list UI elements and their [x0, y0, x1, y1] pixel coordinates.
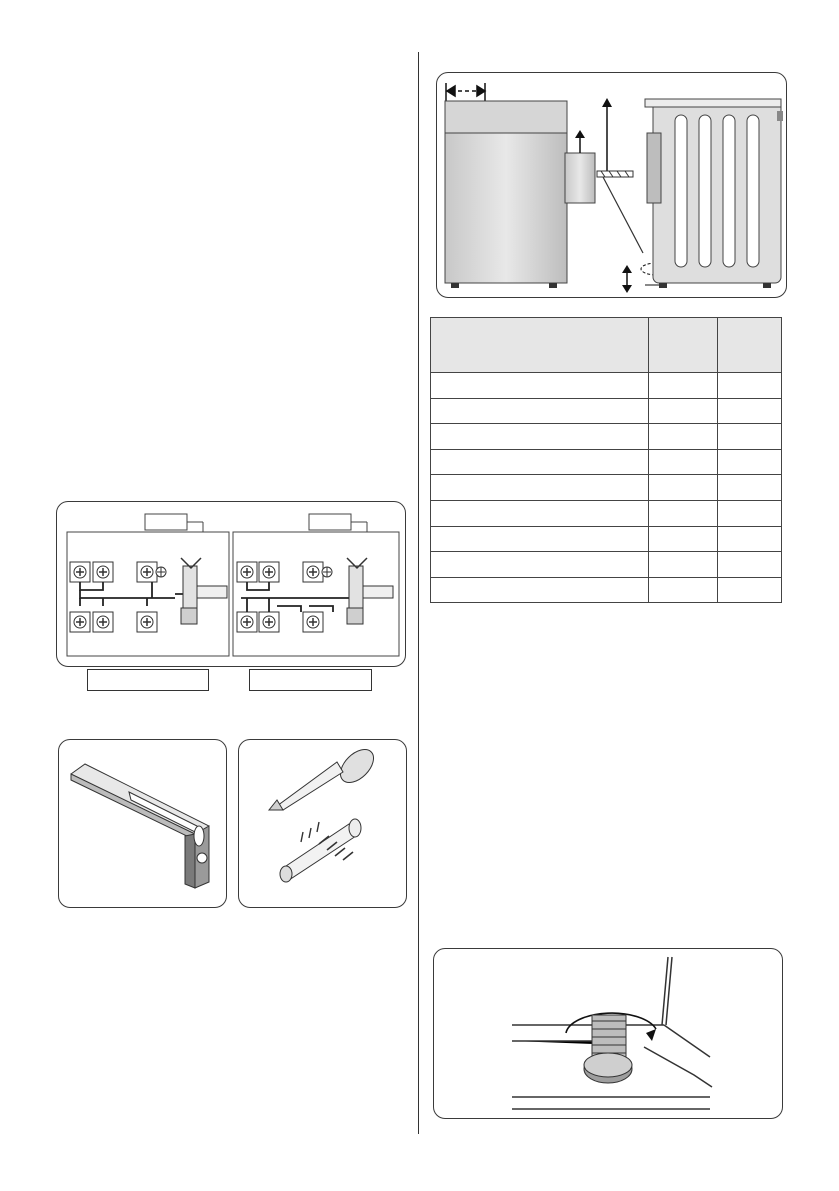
table-cell	[718, 577, 782, 603]
table-cell	[431, 373, 649, 399]
support-board	[597, 171, 643, 253]
height-arrow-icon	[602, 98, 612, 173]
table-header-cell	[718, 318, 782, 373]
terminal-screw-icon	[259, 612, 279, 632]
table-row	[431, 373, 782, 399]
table-cell	[718, 424, 782, 450]
bracket-figure	[58, 739, 227, 908]
left-connection-label	[87, 669, 209, 691]
earth-terminal-icon	[322, 567, 332, 577]
leveling-foot-figure	[433, 948, 783, 1119]
table-cell	[718, 449, 782, 475]
appliance-side-view	[645, 99, 783, 288]
table-header-cell	[431, 318, 649, 373]
terminal-screw-icon	[93, 562, 113, 582]
earth-terminal-icon	[156, 567, 166, 577]
screw-icon	[269, 743, 380, 810]
table-cell	[718, 526, 782, 552]
table-header-row	[431, 318, 782, 373]
jumper-link-icon	[145, 514, 367, 532]
table-cell	[718, 500, 782, 526]
mounting-bracket-icon	[59, 740, 227, 908]
table-cell	[718, 373, 782, 399]
table-cell	[718, 398, 782, 424]
table-row	[431, 577, 782, 603]
table-cell	[718, 552, 782, 578]
table-cell	[649, 424, 718, 450]
hose-block	[565, 130, 595, 203]
table-cell	[431, 475, 649, 501]
table-row	[431, 424, 782, 450]
table-cell	[649, 373, 718, 399]
table-cell	[649, 577, 718, 603]
table-cell	[431, 577, 649, 603]
table-cell	[431, 552, 649, 578]
table-cell	[431, 424, 649, 450]
table-row	[431, 398, 782, 424]
table-cell	[649, 526, 718, 552]
terminal-screw-icon	[237, 612, 257, 632]
table-cell	[649, 398, 718, 424]
terminal-block-figure	[56, 501, 406, 667]
terminal-screw-icon	[70, 612, 90, 632]
table-cell	[649, 552, 718, 578]
terminal-screw-icon	[93, 612, 113, 632]
terminal-screw-icon	[303, 612, 323, 632]
table-row	[431, 500, 782, 526]
table-cell	[649, 500, 718, 526]
screw-plug-figure	[238, 739, 407, 908]
width-arrow-icon	[446, 83, 485, 101]
right-connection-label	[249, 669, 372, 691]
table-cell	[431, 526, 649, 552]
wall-plug-icon	[280, 819, 361, 882]
terminal-screw-icon	[259, 562, 279, 582]
table-cell	[431, 398, 649, 424]
clearance-illustration	[437, 73, 787, 298]
column-divider	[418, 52, 419, 1134]
leveling-foot-icon	[434, 949, 783, 1119]
clearance-figure	[436, 72, 787, 298]
table-cell	[649, 449, 718, 475]
table-cell	[649, 475, 718, 501]
terminal-screw-icon	[137, 562, 157, 582]
table-cell	[431, 500, 649, 526]
terminal-screw-icon	[137, 612, 157, 632]
terminal-screw-icon	[237, 562, 257, 582]
table-row	[431, 449, 782, 475]
table-row	[431, 526, 782, 552]
wiring-diagram	[57, 502, 406, 667]
terminal-screw-icon	[303, 562, 323, 582]
table-row	[431, 552, 782, 578]
cabinet-front-view	[445, 101, 567, 288]
terminal-screw-icon	[70, 562, 90, 582]
table-cell	[718, 475, 782, 501]
table-header-cell	[649, 318, 718, 373]
screw-and-wall-plug-icon	[239, 740, 407, 908]
table-row	[431, 475, 782, 501]
specification-table	[430, 317, 782, 603]
table-cell	[431, 449, 649, 475]
